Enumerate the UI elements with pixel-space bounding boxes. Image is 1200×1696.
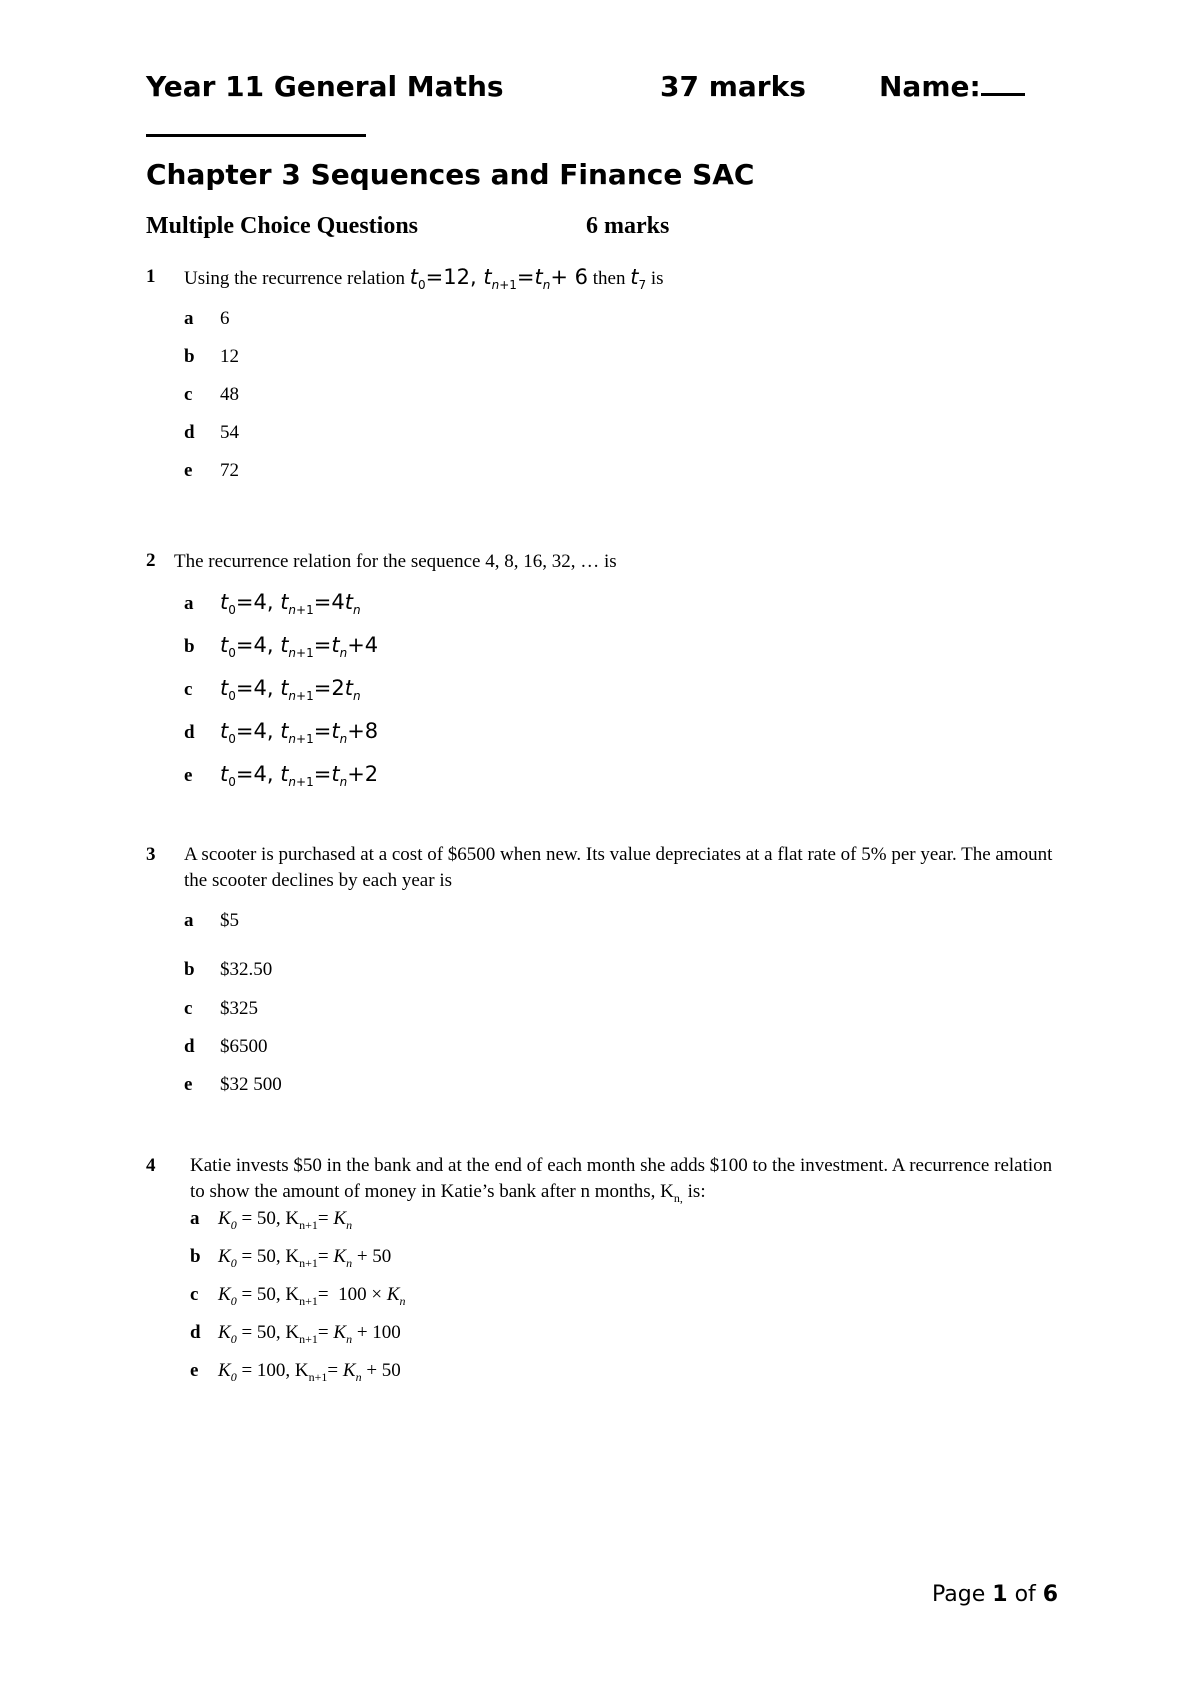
section-heading <box>146 213 670 240</box>
term-t7: $t_7$ <box>630 265 647 293</box>
name-field <box>879 70 1025 103</box>
option-a[interactable]: a $K_0 = 50$, $K_{n+1}= K_n$ <box>190 1208 353 1232</box>
option-b[interactable]: b $K_0 = 50$, $K_{n+1}= K_n + 50$ <box>190 1246 392 1270</box>
name-blank-line <box>981 73 1025 96</box>
page-footer <box>932 1582 1058 1607</box>
page-label: Page <box>932 1582 986 1607</box>
option-e[interactable]: e $K_0 = 100$, $K_{n+1}= K_n + 50$ <box>190 1360 401 1384</box>
section-title: Multiple Choice Questions <box>146 213 419 239</box>
total-marks: 37 marks <box>660 70 806 103</box>
recurrence-formula: $t_0=12$, $t_{n+1}=t_n+ 6$ <box>409 265 588 293</box>
question-text: Using the recurrence relation $t_0=12$, $t_{n+1}=t_n+ 6$ then $t_7$ is <box>184 265 664 293</box>
name-label: Name: <box>879 70 981 103</box>
option-c[interactable]: c $325 <box>184 998 258 1019</box>
option-e[interactable]: e 72 <box>184 460 239 481</box>
option-a[interactable]: a $t_0=4$, $t_{n+1}=4t_n$ <box>184 590 361 618</box>
page-total: 6 <box>1042 1582 1059 1607</box>
option-c[interactable]: c $t_0=4$, $t_{n+1}=2t_n$ <box>184 676 361 704</box>
option-a[interactable]: a $5 <box>184 910 239 931</box>
option-b[interactable]: b $t_0=4$, $t_{n+1}=t_n+4$ <box>184 633 379 661</box>
option-b[interactable]: b 12 <box>184 346 239 367</box>
option-a[interactable]: a 6 <box>184 308 230 329</box>
question-number: 1 <box>146 266 156 287</box>
chapter-title: Chapter 3 Sequences and Finance SAC <box>146 158 755 191</box>
question-text: Katie invests $50 in the bank and at the end of each month she adds $100 to the investment. A recurrence relation to show the amount of money in Katie’s bank after n months, $K_{n,}$ is: <box>190 1155 1053 1205</box>
option-d[interactable]: d 54 <box>184 422 239 443</box>
question-number: 4 <box>146 1155 156 1176</box>
question-number: 3 <box>146 844 156 865</box>
section-marks: 6 marks <box>586 213 670 239</box>
question-number: 2 <box>146 550 156 571</box>
option-d[interactable]: d $6500 <box>184 1036 268 1057</box>
option-d[interactable]: d $t_0=4$, $t_{n+1}=t_n+8$ <box>184 719 379 747</box>
of-label: of <box>1014 1582 1036 1607</box>
option-c[interactable]: c 48 <box>184 384 239 405</box>
option-e[interactable]: e $32 500 <box>184 1074 282 1095</box>
course-title: Year 11 General Maths <box>146 70 504 103</box>
option-b[interactable]: b $32.50 <box>184 959 273 980</box>
option-c[interactable]: c $K_0 = 50$, $K_{n+1}= 100 \times K_n$ <box>190 1284 406 1308</box>
question-text: The recurrence relation for the sequence 4, 8, 16, 32, … is <box>174 551 617 572</box>
header-line <box>146 70 981 103</box>
page-current: 1 <box>992 1582 1008 1607</box>
option-e[interactable]: e $t_0=4$, $t_{n+1}=t_n+2$ <box>184 762 379 790</box>
option-d[interactable]: d $K_0 = 50$, $K_{n+1}= K_n + 100$ <box>190 1322 401 1346</box>
name-blank-line-continued <box>146 134 366 137</box>
question-text: A scooter is purchased at a cost of $6500 when new. Its value depreciates at a flat rate of 5% per year. The amount the scooter declines by each year is <box>184 844 1053 891</box>
